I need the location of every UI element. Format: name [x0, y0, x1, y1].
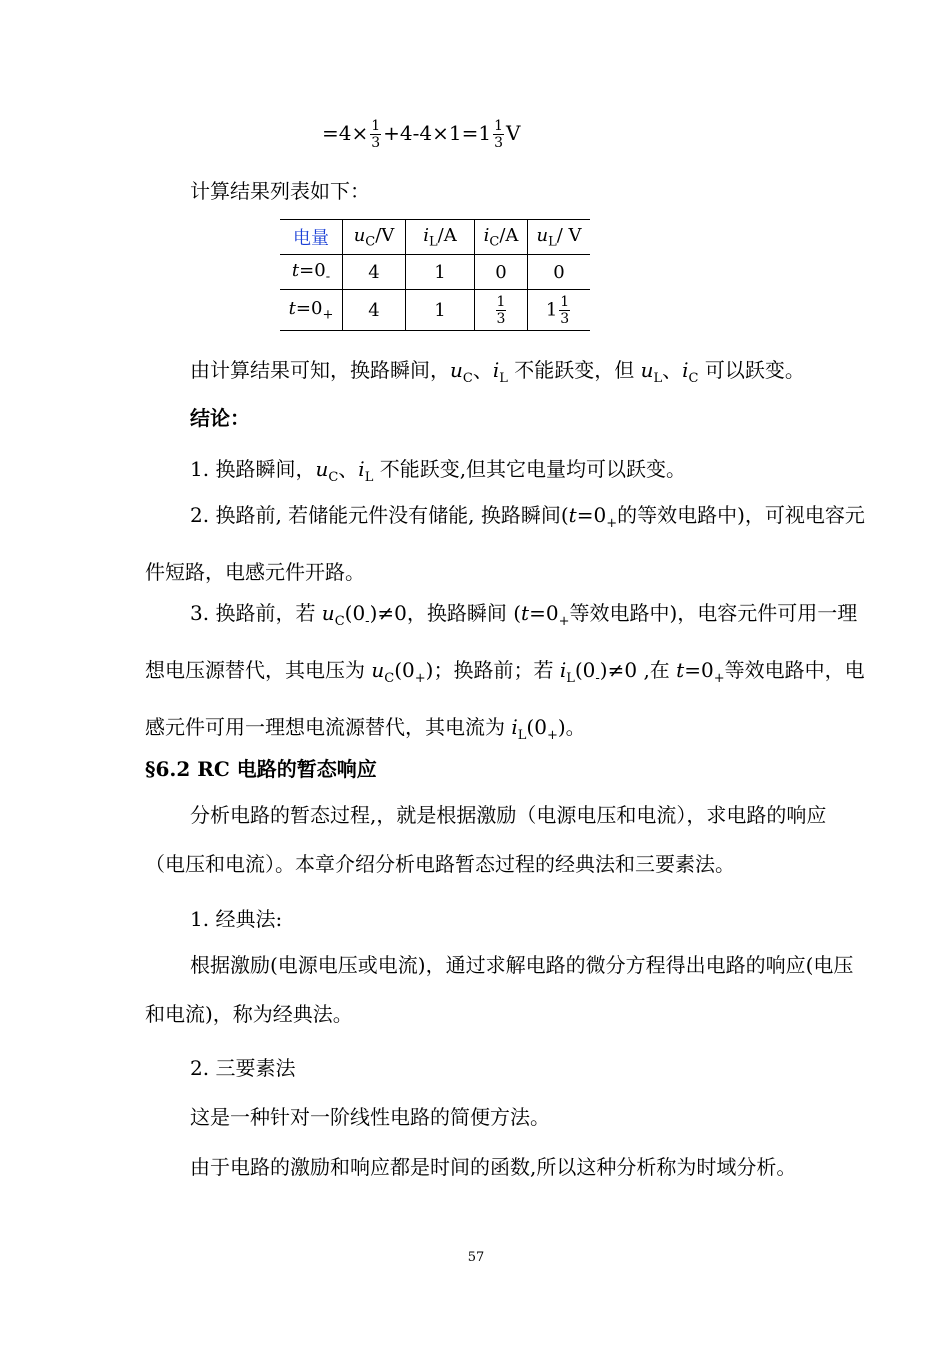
section-intro: 分析电路的暂态过程,，就是根据激励（电源电压和电流），求电路的响应（电压和电流）。本章介绍分析电路暂态过程的经典法和三要素法。	[145, 803, 827, 876]
row-label-sub: +	[322, 307, 334, 323]
sub: C	[384, 671, 395, 686]
text: (0	[574, 658, 596, 682]
sub: L	[517, 728, 527, 743]
header-uc-unit: /V	[375, 224, 395, 246]
text: 等效电路中，电感元件可用一理想电流源替代，其电流为	[145, 658, 865, 739]
var: t	[676, 658, 685, 682]
text: (0	[526, 715, 547, 739]
text: 2. 换路前, 若储能元件没有储能, 换路瞬间(	[190, 503, 569, 527]
var: i	[559, 658, 567, 682]
header-ic-var: i	[483, 224, 490, 246]
whole-part: 1	[545, 299, 558, 320]
method-1-title: 1. 经典法:	[190, 907, 283, 931]
header-ul-var: u	[536, 224, 549, 246]
text: (0	[344, 601, 366, 625]
denominator: 3	[494, 135, 504, 151]
row-label-rest: =0	[299, 259, 326, 281]
text: )。	[557, 715, 586, 739]
text: 1. 换路瞬间，	[190, 457, 316, 481]
row-label	[280, 290, 343, 331]
fraction	[370, 118, 381, 151]
cell-ic: 0	[475, 255, 528, 290]
header-ul	[528, 220, 591, 255]
denominator: 3	[560, 310, 570, 327]
results-table	[280, 219, 590, 331]
header-uc-sub: C	[365, 234, 376, 250]
var: t	[521, 601, 530, 625]
header-il-sub: L	[429, 234, 438, 250]
table-row	[280, 255, 590, 290]
header-ul-unit: / V	[556, 224, 582, 246]
text: 、	[338, 457, 359, 481]
numerator: 1	[494, 118, 504, 134]
var: u	[315, 457, 329, 481]
text: 、	[662, 358, 683, 382]
header-il-unit: /A	[437, 224, 457, 246]
conclusion-3	[145, 589, 865, 760]
numerator: 1	[560, 293, 570, 310]
sub: L	[566, 671, 575, 686]
text: )≠0，换路瞬间 (	[369, 601, 522, 625]
text: )；换路前；若	[425, 658, 560, 682]
method-2-body: 这是一种针对一阶线性电路的简便方法。	[190, 1105, 550, 1129]
text: =0	[684, 658, 714, 682]
row-label-sub: -	[325, 269, 331, 285]
t-var: t	[291, 259, 300, 281]
text: 的等效电路中)，可视电容元件短路，电感元件开路。	[145, 503, 865, 584]
var: t	[568, 503, 577, 527]
sub: C	[688, 371, 699, 386]
text: 不能跃变，但	[507, 358, 641, 382]
paragraph-result	[190, 354, 805, 386]
section-title	[145, 753, 377, 782]
var: i	[358, 457, 365, 481]
last-paragraph: 由于电路的激励和响应都是时间的函数,所以这种分析称为时域分析。	[190, 1155, 797, 1179]
table-intro: 计算结果列表如下：	[190, 179, 370, 203]
text: 不能跃变,但其它电量均可以跃变。	[373, 457, 687, 481]
header-uc-var: u	[353, 224, 366, 246]
var: i	[492, 358, 500, 382]
denominator: 3	[496, 310, 506, 327]
text: 3. 换路前，若	[190, 601, 322, 625]
sub: -	[365, 614, 370, 629]
formula-suffix: V	[506, 121, 521, 145]
fraction	[493, 118, 504, 151]
header-il-var: i	[423, 224, 430, 246]
sub: C	[334, 614, 345, 629]
text: (0	[394, 658, 415, 682]
numerator: 1	[371, 118, 381, 134]
var: i	[511, 715, 518, 739]
text: 、	[472, 358, 493, 382]
formula-middle: +4-4×1=1	[383, 121, 492, 145]
cell-uc: 4	[343, 290, 406, 331]
sub: -	[595, 671, 600, 686]
text: )≠0 ,在	[599, 658, 677, 682]
text: =0	[576, 503, 607, 527]
cell-uc: 4	[343, 255, 406, 290]
sub: C	[462, 371, 473, 386]
fraction	[559, 294, 570, 327]
conclusion-title-text: 结论：	[190, 406, 250, 430]
text: 等效电路中)，电容元件可用一理想电压源替代，其电压为	[145, 601, 858, 682]
sub: L	[364, 470, 374, 485]
formula-line	[322, 118, 520, 151]
cell-il: 1	[406, 255, 475, 290]
row-label	[280, 255, 343, 290]
header-ul-sub: L	[548, 234, 557, 250]
sub: +	[558, 614, 570, 629]
header-ic	[475, 220, 528, 255]
header-ic-unit: /A	[499, 224, 519, 246]
method-2-title: 2. 三要素法	[190, 1056, 296, 1080]
method-1-body: 根据激励(电源电压或电流)，通过求解电路的微分方程得出电路的响应(电压和电流)，称为经典法。	[145, 953, 854, 1026]
sub: L	[499, 371, 508, 386]
text: 由计算结果可知，换路瞬间，	[190, 358, 450, 382]
sub: +	[546, 728, 558, 743]
conclusion-2	[145, 491, 865, 597]
conclusion-title	[190, 402, 250, 431]
page-number: 57	[467, 1250, 485, 1265]
header-uc	[343, 220, 406, 255]
text: =0	[529, 601, 559, 625]
numerator: 1	[496, 293, 506, 310]
section-title-text: §6.2 RC 电路的暂态响应	[145, 757, 377, 781]
table-row	[280, 290, 590, 331]
sub: +	[713, 671, 725, 686]
denominator: 3	[371, 135, 381, 151]
header-il	[406, 220, 475, 255]
cell-ul	[528, 290, 591, 331]
conclusion-1	[190, 453, 686, 485]
var: u	[321, 601, 335, 625]
cell-ul: 0	[528, 255, 591, 290]
text: 可以跃变。	[698, 358, 805, 382]
formula-prefix: =4×	[322, 121, 369, 145]
var: u	[450, 358, 463, 382]
sub: +	[414, 671, 426, 686]
row-label-rest: =0	[295, 297, 323, 319]
sub: +	[606, 516, 618, 531]
cell-ic	[475, 290, 528, 331]
table-header-row	[280, 220, 590, 255]
t-var: t	[288, 297, 296, 319]
sub: L	[653, 371, 663, 386]
cell-il: 1	[406, 290, 475, 331]
var: u	[371, 658, 385, 682]
var: u	[640, 358, 654, 382]
fraction	[496, 294, 507, 327]
sub: C	[328, 470, 339, 485]
header-quantity: 电量	[280, 220, 343, 255]
var: i	[682, 358, 689, 382]
header-ic-sub: C	[489, 234, 500, 250]
